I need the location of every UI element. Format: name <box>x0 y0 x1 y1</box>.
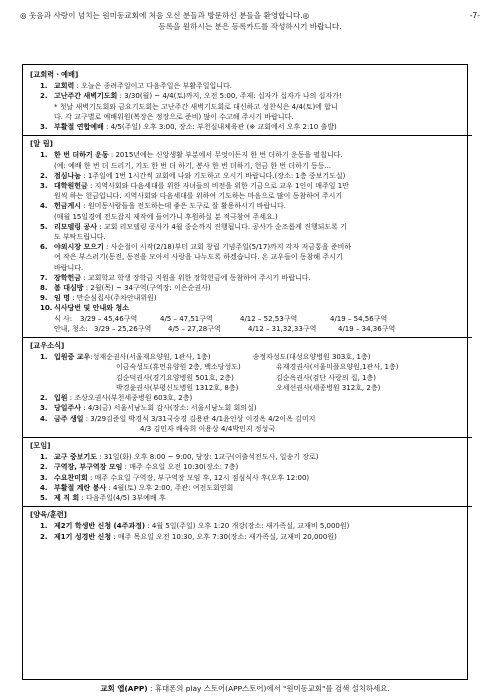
divider <box>22 337 472 338</box>
worship-note: 다. 각 교구별로 예배위원(복장은 정장으로 준비) 많이 수고해 주시기 바랍니다. <box>54 112 294 121</box>
section-meeting <box>30 441 464 503</box>
list-item: 3. 당일주사 : 4/3(금) 서울서남노회 감사(장소: 서울서남노회 회의실) <box>40 404 257 413</box>
patient-row: 박경윤권사(부평신도병원 1312호, 8층) 오세선권사(세종병원 312호, 2층) <box>116 383 381 392</box>
list-item: 1. 한 번 더하기 운동 : 2015년에는 신앙생활 부분에서 무엇이든지 한 번 더하기 운동을 펼칩니다. <box>40 151 343 160</box>
section-title: [교회력ㆍ예배] <box>30 70 79 79</box>
list-item: 5. 리모델링 공사 : 교회 리모델링 공사가 4월 중순까지 진행됩니다. 공사가 순조롭게 진행되도록 기 <box>40 222 347 231</box>
patient-row: 이금숙성도(휴먼유양원 2층, 백소당성도) 유재경권사(서울미플요양원,1관사, 1층) <box>116 363 399 372</box>
registration-line: 등록을 원하시는 분은 등록카드를 작성하시기 바랍니다. <box>158 22 342 31</box>
list-item: 2. 구역장, 부구역장 모임 : 매주 수요일 오전 10:30(장소: 7층) <box>40 463 239 472</box>
section-title: [알 림] <box>30 139 53 149</box>
list-item: 3. 수요찬미회 : 매주 수요일 구역장, 부구역장 모임 후, 12시 점심식사 후(오후 12:00) <box>40 473 310 482</box>
list-item: 10. 식사당번 및 안내와 청소 <box>40 304 129 313</box>
section-title: [모임] <box>30 440 51 450</box>
list-item: 6. 야외시장 모으기 : 사순절이 시작(2/18)부터 교회 창립 기념주일(5/17)까지 각자 저금통을 준비하 <box>40 243 352 252</box>
list-item: 4. 부활절 계란 봉사 : 4월(토) 오후 2:00, 주관: 여전도회연회 <box>40 483 234 492</box>
list-item: 5. 제 직 회 : 다음주일(4/5) 3부예배 후 <box>40 493 166 502</box>
section-notice: [알 림] 1. 한 번 더하기 운동 : 2015년에는 신앙생활 부분에서 무엇이든지 한 번 더하기 운동을 펼칩니다. (예: 예배 한 번 더 드리기, 기도 한 번 더 하기, 봉사 한 번 더하기, 헌금 한 번 더하기 등등... 2. 점심나눔 : 1주일에 1번 1시간씩 교회에 나와 기도하고 오시기 바랍니다.(장소: 1층 중보기도실) 3. 대학원헌금 : 지역사회와 다음세대를 위한 자녀들의 비전을 위한 기금으로 교우 1인이 매주일 1만 원씩 하는 헌금입니다. 지역사회와 다음세대를 위하여 기도하는 마음으로 많이 동참하여 주시기 4. 헌금게시 : 원미동사람들을 전도하는데 좋은 도구로 잘 활용하시기 바랍니다. (매월 15일경에 전도잡지 제작에 들어가니 후원하실 분 적극참여 주세요.) 5. 리모델링 공사 : 교회 리모델링 공사가 4월 중순까지 진행됩니다. 공사가 순조롭게 진행되도록 기 도 부탁드립니다. 6. 야외시장 모으기 : 사순절이 시작(2/18)부터 교회 창립 기념주일(5/17)까지 각자 저금통을 준비하 여 작은 부스러기(동전, 동전을 모아서 사랑을 나누도록 하겠습니다. 온 교우들이 동참해 주시기 바랍니다. 7. 장학헌금 : 교회학교 학생 장학금 지원을 위한 장학헌금에 동참하여 주시기 바랍니다. 8. 봄 대심방 : 2월(목) ~ 34구역(구역장: 이은순권사) 9. 임 명 : 만순심집사(주차안내위원) 10. 식사당번 및 안내와 청소 식 사: 3/29 – 45,46구역 4/5 – 47,51구역 4/12 – 52,53구역 4/19 – 54,56구역 안내, 청소: 3/29 – 25,26구역 4/5 – 27,28구역 4/12 – 31,32,33구역 4/19 – 34,36구역 <box>30 139 464 334</box>
guide-duty-row: 안내, 청소: 3/29 – 25,26구역 4/5 – 27,28구역 4/12 – 31,32,33구역 4/19 – 34,36구역 <box>54 324 396 333</box>
list-item: 9. 임 명 : 만순심집사(주차안내위원) <box>40 294 157 303</box>
section-training <box>30 510 464 542</box>
app-install-footer <box>22 683 468 694</box>
list-item: 2. 점심나눔 : 1주일에 1번 1시간씩 교회에 나와 기도하고 오시기 바랍니다.(장소: 1층 중보기도실) <box>40 171 346 180</box>
list-item: 1. 교구 중보기도 : 31일(화) 오후 8:00 ~ 9:00, 당장: 1교구(이출석전도사, 일송기 장로) <box>40 453 319 462</box>
app-label: 교회 앱(APP) <box>100 684 148 693</box>
section-title: [교우소식] <box>30 341 65 351</box>
list-item: 1. 입원중 교우 : 성재순권사(서울재요양원, 1관사, 1층) 송정자성도(대성요양병원 303호, 1층) <box>40 353 371 362</box>
list-item: 3. 대학원헌금 : 지역사회와 다음세대를 위한 자녀들의 비전을 위한 기금으로 교우 1인이 매주일 1만 <box>40 182 349 191</box>
list-item: 2. 제1기 성경반 신청 : 매주 목요일 오전 10:30, 오후 7:30(장소: 새가족실, 교재비 20,000원) <box>40 532 337 541</box>
list-item: 1. 교회력 : 오늘은 종려주일이고 다음주일은 부활주일입니다. <box>40 82 233 91</box>
list-item: 4. 금주 생일 : 3/29김준일 박경식 3/31국승경 김용관 4/1윤인상 이경옥 4/2이옥 김미지 <box>40 414 316 423</box>
page-header <box>20 10 480 32</box>
list-item: 4. 헌금게시 : 원미동사람들을 전도하는데 좋은 도구로 잘 활용하시기 바랍니다. <box>40 202 287 211</box>
divider <box>22 437 472 438</box>
list-item: 2. 입원 : 조상오권사(부천세종병원 603호, 2층) <box>40 394 193 403</box>
welcome-line: ◎ 웃음과 사랑이 넘치는 원미동교회에 처음 오신 분들과 방문하신 분들을 환영합니다.◎ <box>20 11 310 20</box>
section-title: [양육/훈련] <box>30 510 67 520</box>
worship-note: * 첫날 새벽기도회와 금요기도회는 고난주간 새벽기도회로 대신하고 성찬식은 4/4(토)에 합니 <box>54 102 338 111</box>
list-item: 8. 봄 대심방 : 2월(목) ~ 34구역(구역장: 이은순권사) <box>40 284 211 293</box>
divider <box>22 506 472 507</box>
app-instructions: : 휴대폰의 play 스토어(APP스토어)에서 "원미동교회"를 검색 설치하세요. <box>147 684 390 693</box>
list-item: 3. 부활절 연합예배 : 4/5(주일) 오후 3:00, 장소: 부천실내체육관 (※ 교회에서 오후 2:10 출발) <box>40 123 337 132</box>
meal-duty-row: 식 사: 3/29 – 45,46구역 4/5 – 47,51구역 4/12 – 52,53구역 4/19 – 54,56구역 <box>54 314 388 323</box>
section-news: [교우소식] 1. 입원중 교우 : 성재순권사(서울재요양원, 1관사, 1층) 송정자성도(대성요양병원 303호, 1층) 이금숙성도(휴먼유양원 2층, 백소당성도) 유재경권사(서울미플요양원,1관사, 1층) 김순덕권사(경기요양병원 501호, 2층) 김순옥권사(검단 사랑의 집, 1층) 박경윤권사(부평신도병원 1312호, 8층) 오세선권사(세종병원 312호, 2층) 2. 입원 : 조상오권사(부천세종병원 603호, 2층) 3. 당일주사 : 4/3(금) 서울서남노회 감사(장소: 서울서남노회 회의실) 4. 금주 생일 : 3/29김준일 박경식 3/31국승경 김용관 4/1윤인상 이경옥 4/2이옥 김미지 4/3 김민자 배숙희 이용상 4/4박민지 정성국 <box>30 341 464 434</box>
list-item: 1. 제2기 학생반 신청 (4주과정) : 4월 5일(주일) 오후 1:20 개강(장소: 새가족실, 교재비 5,000원) <box>40 522 350 531</box>
patient-row: 김순덕권사(경기요양병원 501호, 2층) 김순옥권사(검단 사랑의 집, 1층) <box>116 373 376 382</box>
list-item: 7. 장학헌금 : 교회학교 학생 장학금 지원을 위한 장학헌금에 동참하여 주시기 바랍니다. <box>40 273 311 282</box>
divider <box>22 135 472 136</box>
page-number: -7- <box>469 11 480 20</box>
section-worship <box>30 70 464 132</box>
list-item: 2. 고난주간 새벽기도회 : 3/30(월) ~ 4/4(토)까지, 오전 5:00, 주제: 십자가 십자가 나의 십자가! <box>40 92 342 101</box>
announcements-content <box>30 68 464 542</box>
